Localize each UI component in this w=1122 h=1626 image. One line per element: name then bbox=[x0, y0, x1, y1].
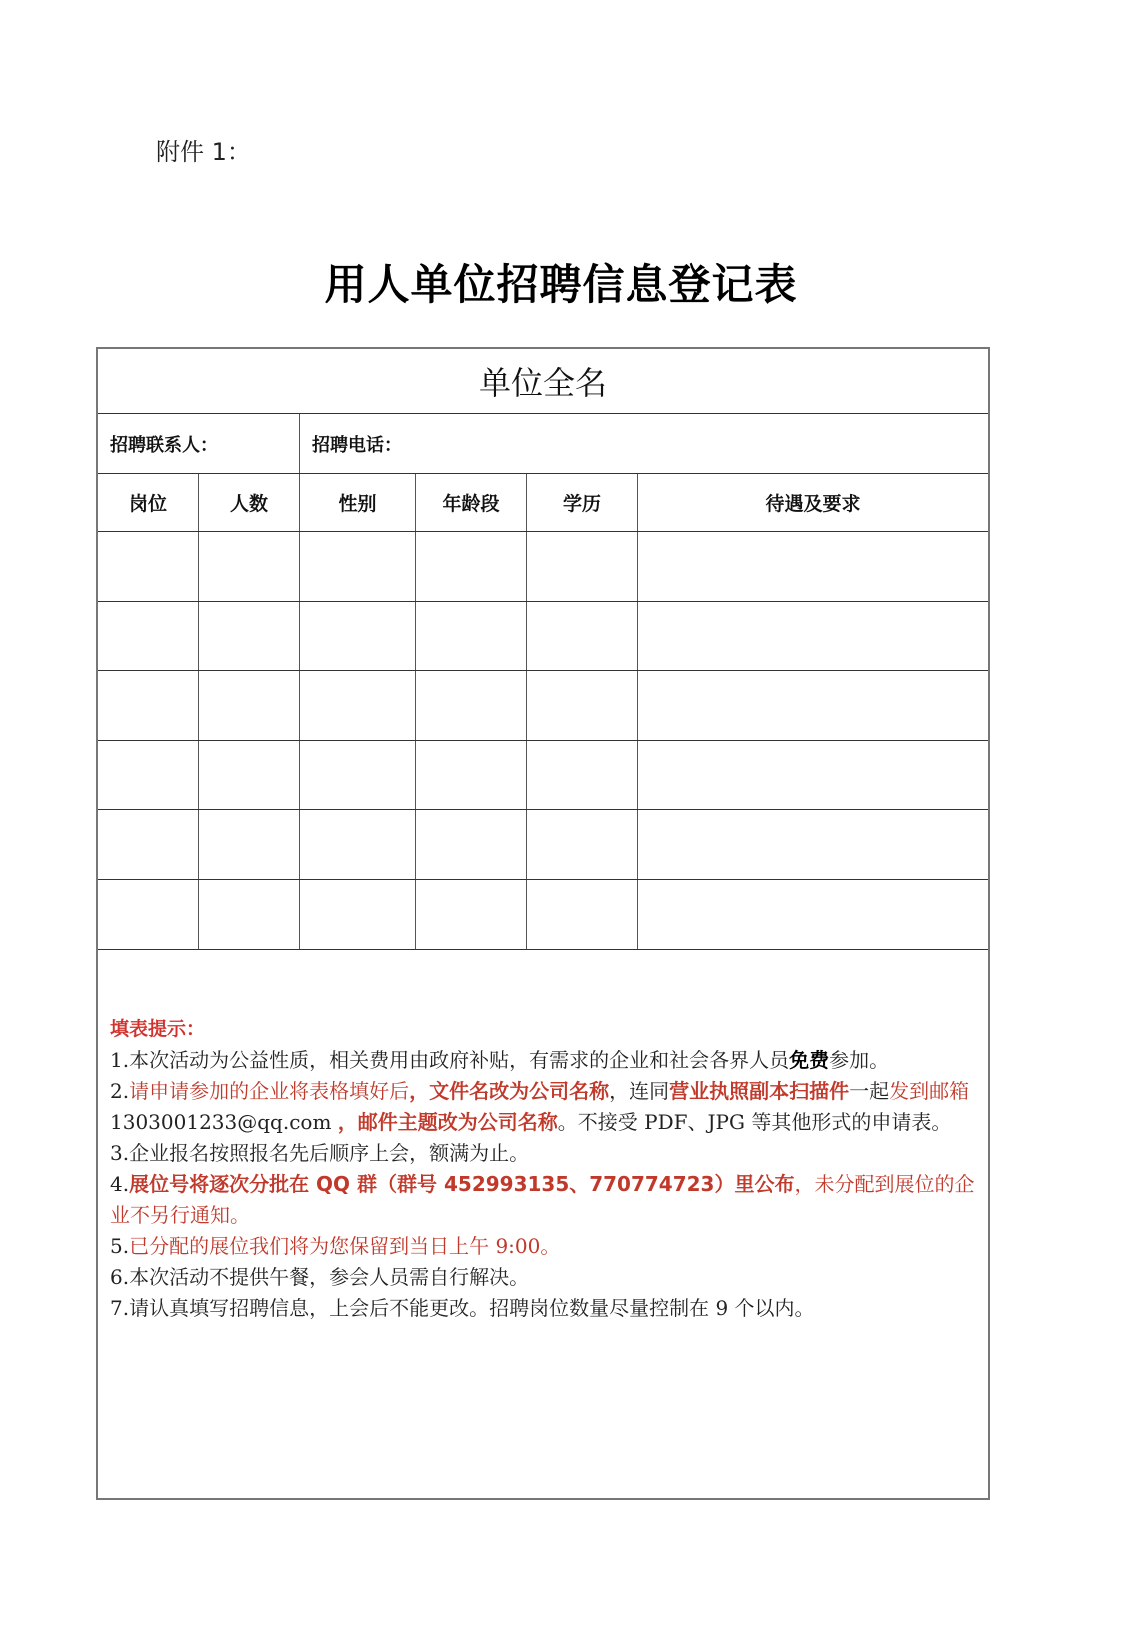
note-number: 7. bbox=[110, 1296, 130, 1320]
salary-requirements-cell[interactable] bbox=[638, 602, 988, 671]
age-range-cell[interactable] bbox=[416, 741, 527, 810]
salary-requirements-cell[interactable] bbox=[638, 810, 988, 879]
table-row bbox=[98, 810, 988, 880]
age-range-cell[interactable] bbox=[416, 532, 527, 601]
table-row bbox=[98, 880, 988, 950]
note-text: ，连同 bbox=[609, 1079, 670, 1103]
note-red-bold-text: ，邮件主题改为公司名称 bbox=[337, 1110, 558, 1134]
note-number: 4. bbox=[110, 1172, 130, 1196]
education-cell[interactable] bbox=[527, 671, 638, 740]
gender-cell[interactable] bbox=[300, 810, 416, 879]
education-cell[interactable] bbox=[527, 602, 638, 671]
salary-requirements-cell[interactable] bbox=[638, 741, 988, 810]
contact-person-field[interactable]: 招聘联系人： bbox=[98, 414, 300, 473]
company-full-name-field[interactable]: 单位全名 bbox=[478, 364, 607, 402]
column-header-row bbox=[98, 474, 988, 532]
headcount-cell[interactable] bbox=[199, 532, 300, 601]
position-cell[interactable] bbox=[98, 880, 199, 949]
column-header-position: 岗位 bbox=[98, 474, 199, 531]
salary-requirements-cell[interactable] bbox=[638, 532, 988, 601]
column-header-headcount: 人数 bbox=[199, 474, 300, 531]
age-range-cell[interactable] bbox=[416, 602, 527, 671]
table-row bbox=[98, 602, 988, 672]
position-cell[interactable] bbox=[98, 741, 199, 810]
gender-cell[interactable] bbox=[300, 602, 416, 671]
note-text: 本次活动为公益性质，相关费用由政府补贴，有需求的企业和社会各界人员 bbox=[129, 1048, 790, 1072]
salary-requirements-cell[interactable] bbox=[638, 671, 988, 740]
table-row bbox=[98, 671, 988, 741]
gender-cell[interactable] bbox=[300, 741, 416, 810]
contact-phone-field[interactable]: 招聘电话： bbox=[312, 434, 402, 456]
table-row bbox=[98, 532, 988, 602]
note-text: 一起 bbox=[849, 1079, 890, 1103]
note-number: 5. bbox=[110, 1234, 130, 1258]
headcount-cell[interactable] bbox=[199, 671, 300, 740]
note-number: 3. bbox=[110, 1141, 130, 1165]
position-cell[interactable] bbox=[98, 671, 199, 740]
note-item-1 bbox=[110, 1045, 978, 1076]
column-header-age-range: 年龄段 bbox=[416, 474, 527, 531]
gender-cell[interactable] bbox=[300, 532, 416, 601]
column-header-education: 学历 bbox=[527, 474, 638, 531]
headcount-cell[interactable] bbox=[199, 602, 300, 671]
note-red-text: 发到邮箱 bbox=[889, 1079, 970, 1103]
education-cell[interactable] bbox=[527, 532, 638, 601]
note-red-text: ，未分配到展位的企业不另行通知。 bbox=[110, 1172, 975, 1227]
note-text: 本次活动不提供午餐，参会人员需自行解决。 bbox=[129, 1265, 530, 1289]
note-red-text: 已分配的展位我们将为您保留到当日上午 9:00。 bbox=[129, 1234, 561, 1258]
email-address[interactable]: 1303001233@qq.com bbox=[110, 1110, 338, 1134]
age-range-cell[interactable] bbox=[416, 671, 527, 740]
position-cell[interactable] bbox=[98, 810, 199, 879]
headcount-cell[interactable] bbox=[199, 810, 300, 879]
column-header-salary-requirements: 待遇及要求 bbox=[765, 493, 861, 515]
note-item-4 bbox=[110, 1169, 978, 1231]
note-emphasis: 免费 bbox=[789, 1048, 830, 1072]
note-item-6 bbox=[110, 1262, 978, 1293]
position-cell[interactable] bbox=[98, 602, 199, 671]
note-text: 。不接受 PDF、JPG 等其他形式的申请表。 bbox=[557, 1110, 952, 1134]
column-header-gender: 性别 bbox=[300, 474, 416, 531]
note-red-text: 请申请参加的企业将表格填好后 bbox=[129, 1079, 410, 1103]
note-item-5 bbox=[110, 1231, 978, 1262]
company-name-row bbox=[98, 349, 988, 414]
note-item-3 bbox=[110, 1138, 978, 1169]
note-number: 1. bbox=[110, 1048, 130, 1072]
note-text: 请认真填写招聘信息，上会后不能更改。招聘岗位数量尽量控制在 9 个以内。 bbox=[129, 1296, 815, 1320]
gender-cell[interactable] bbox=[300, 880, 416, 949]
salary-requirements-cell[interactable] bbox=[638, 880, 988, 949]
note-text: 参加。 bbox=[829, 1048, 890, 1072]
note-number: 6. bbox=[110, 1265, 130, 1289]
document-title: 用人单位招聘信息登记表 bbox=[324, 260, 798, 309]
education-cell[interactable] bbox=[527, 810, 638, 879]
filling-notes bbox=[110, 1014, 978, 1324]
note-number: 2. bbox=[110, 1079, 130, 1103]
headcount-cell[interactable] bbox=[199, 741, 300, 810]
note-text: 企业报名按照报名先后顺序上会，额满为止。 bbox=[129, 1141, 530, 1165]
note-red-bold-text: 展位号将逐次分批在 QQ 群（群号 452993135、770774723）里公布 bbox=[129, 1172, 795, 1196]
contact-row bbox=[98, 414, 988, 474]
age-range-cell[interactable] bbox=[416, 880, 527, 949]
position-cell[interactable] bbox=[98, 532, 199, 601]
gender-cell[interactable] bbox=[300, 671, 416, 740]
note-item-2 bbox=[110, 1076, 978, 1138]
headcount-cell[interactable] bbox=[199, 880, 300, 949]
registration-form bbox=[96, 347, 990, 1500]
attachment-label: 附件 1： bbox=[156, 138, 251, 166]
education-cell[interactable] bbox=[527, 741, 638, 810]
table-row bbox=[98, 741, 988, 811]
note-red-bold-text: ，文件名改为公司名称 bbox=[409, 1079, 610, 1103]
education-cell[interactable] bbox=[527, 880, 638, 949]
note-red-bold-text: 营业执照副本扫描件 bbox=[669, 1079, 850, 1103]
age-range-cell[interactable] bbox=[416, 810, 527, 879]
notes-heading: 填表提示： bbox=[110, 1018, 206, 1040]
note-item-7 bbox=[110, 1293, 978, 1324]
